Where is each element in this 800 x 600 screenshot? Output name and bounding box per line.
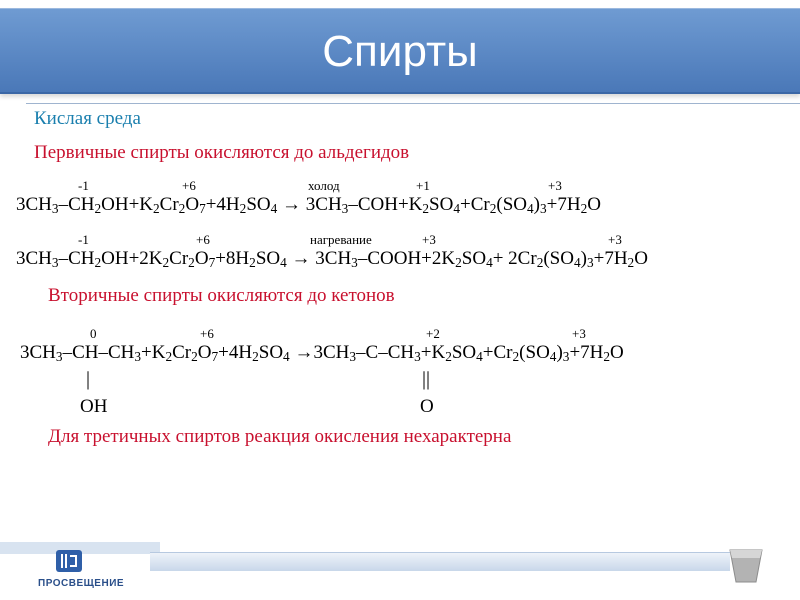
eq3-ox-state-1: 0 <box>90 326 97 341</box>
slide-footer <box>0 542 800 600</box>
eq2-ox-state-4: +3 <box>608 232 622 247</box>
eq1-ox-state-2: +6 <box>182 178 196 193</box>
equation-3: $3CH_3-CH-CH_3+K_2Cr_2O_7+4H_2SO_4 \to 3CH_3-C-CH_3+K_2SO_4+Cr_2(SO_4)_3+7H_2O$ <box>20 342 624 364</box>
eq2-ox-state-1: -1 <box>78 232 89 247</box>
eq2-condition: нагревание <box>310 232 372 247</box>
publisher-name: ПРОСВЕЩЕНИЕ <box>38 578 125 589</box>
eq2-ox-state-2: +6 <box>196 232 210 247</box>
tertiary-alcohols-note: Для третичных спиртов реакция окисления нехарактерна <box>48 426 512 447</box>
slide-title: Спирты <box>322 27 478 76</box>
eq3-double-bond: || <box>422 368 431 390</box>
eq3-hydroxyl-group: OH <box>80 396 108 417</box>
eq1-ox-state-4: +3 <box>548 178 562 193</box>
eq1-ox-state-3: +1 <box>416 178 430 193</box>
eq3-carbonyl-oxygen: O <box>420 396 434 417</box>
eq3-ox-state-4: +3 <box>572 326 586 341</box>
publisher-logo-icon <box>54 548 84 574</box>
eq1-condition: холод <box>308 178 340 193</box>
title-divider <box>26 103 800 104</box>
secondary-alcohols-heading: Вторичные спирты окисляются до кетонов <box>48 285 395 306</box>
eq1-ox-state-1: -1 <box>78 178 89 193</box>
footer-decor-band <box>150 552 730 571</box>
primary-alcohols-heading: Первичные спирты окисляются до альдегидов <box>34 142 410 163</box>
eq3-ox-state-3: +2 <box>426 326 440 341</box>
eq3-single-bond: | <box>86 368 91 390</box>
corner-decor-icon <box>726 546 766 586</box>
equation-1: $3CH_3-CH_2OH+K_2Cr_2O_7+4H_2SO_4 \to 3CH_3-COH+K_2SO_4+Cr_2(SO_4)_3+7H_2O$ <box>16 194 601 216</box>
equation-2: $3CH_3-CH_2OH+2K_2Cr_2O_7+8H_2SO_4$ → $3CH_3-COOH+2K_2SO_4+ 2Cr_2(SO_4)_3+7H_2O$ <box>16 248 648 270</box>
title-bar <box>0 8 800 94</box>
medium-subtitle: Кислая среда <box>34 108 141 129</box>
eq3-ox-state-2: +6 <box>200 326 214 341</box>
eq2-ox-state-3: +3 <box>422 232 436 247</box>
